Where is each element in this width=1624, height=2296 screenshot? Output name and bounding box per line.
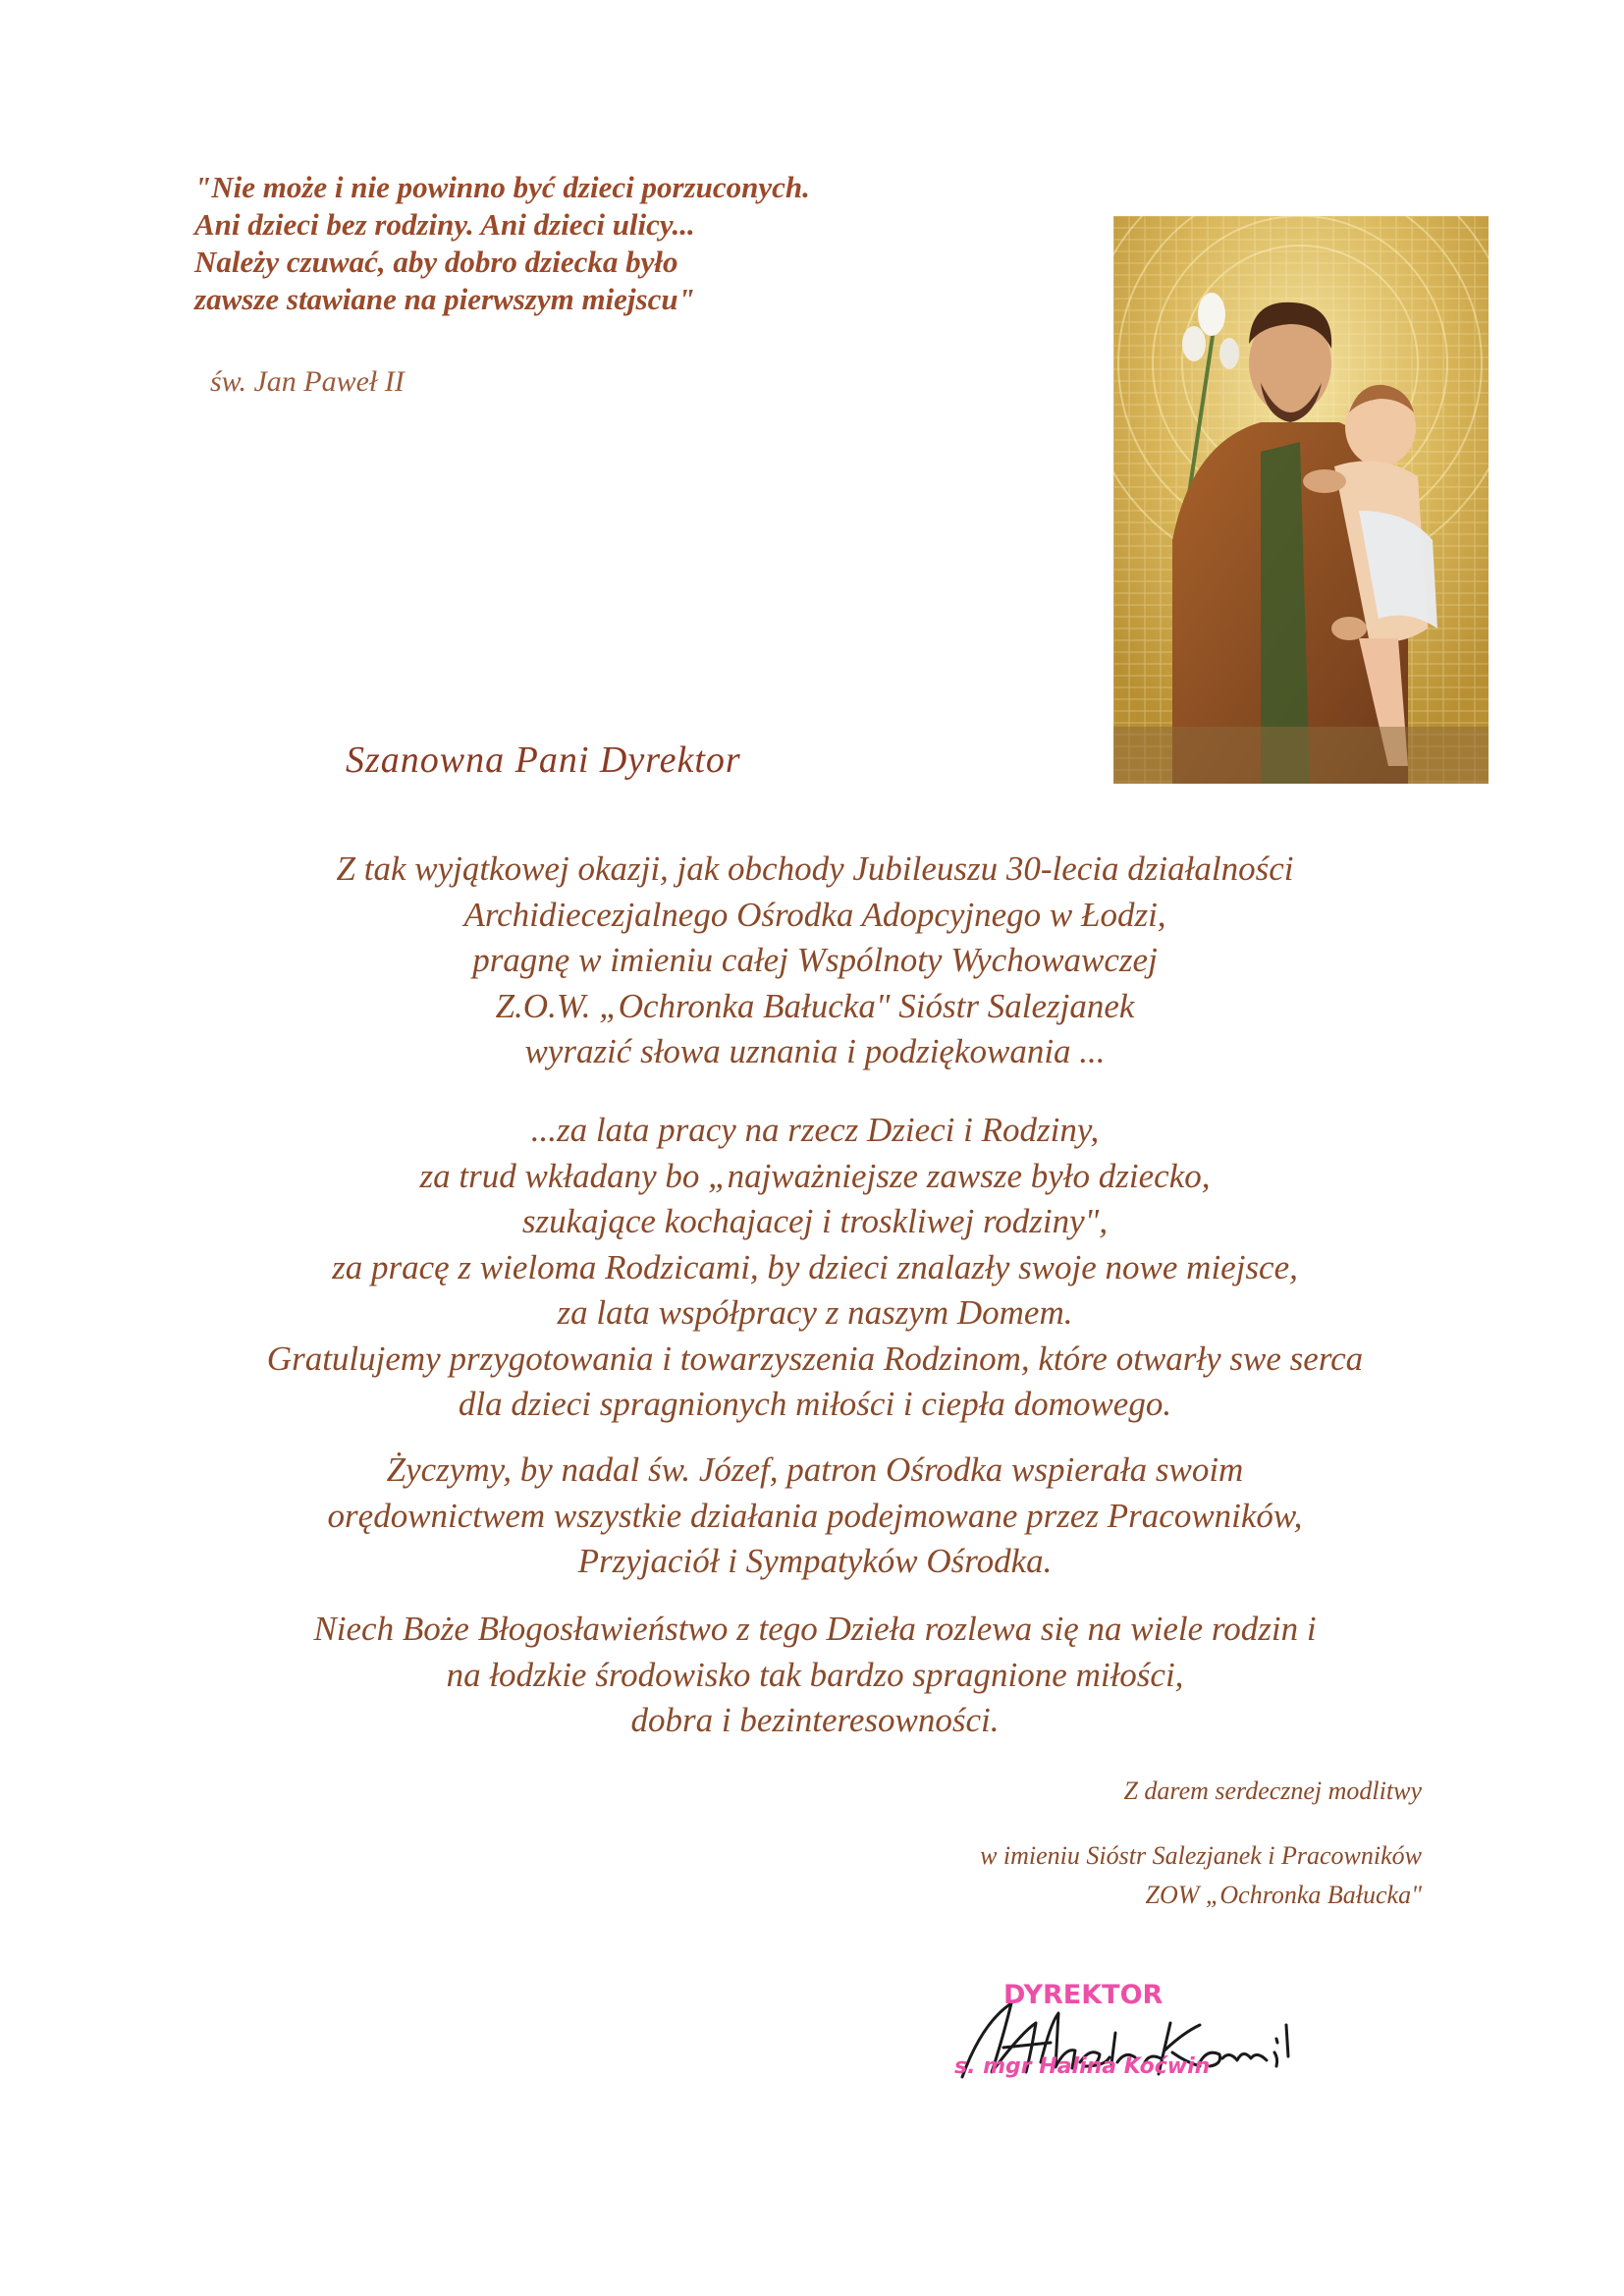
body-line: pragnę w imieniu całej Wspólnoty Wychowawczej xyxy=(472,941,1158,979)
paragraph-3 xyxy=(157,1448,1473,1585)
stamp-name: s. mgr Halina Koćwin xyxy=(954,2054,1211,2079)
saint-joseph-mosaic-image xyxy=(1113,216,1489,784)
salutation-heading: Szanowna Pani Dyrektor xyxy=(346,739,741,781)
closing-line: ZOW „Ochronka Bałucka" xyxy=(1145,1881,1422,1909)
paragraph-4 xyxy=(157,1607,1473,1744)
quote-line: Należy czuwać, aby dobro dziecka było xyxy=(194,245,678,279)
body-line: orędownictwem wszystkie działania podejmowane przez Pracowników, xyxy=(327,1496,1303,1535)
body-line: za trud wkładany bo „najważniejsze zawsze było dziecko, xyxy=(419,1156,1211,1195)
body-line: za pracę z wieloma Rodzicami, by dzieci znalazły swoje nowe miejsce, xyxy=(332,1247,1298,1286)
closing-on-behalf xyxy=(980,1836,1422,1915)
stamp-title: DYREKTOR xyxy=(1003,1980,1164,2010)
epigraph-quote xyxy=(194,169,941,318)
quote-line: "Nie może i nie powinno być dzieci porzuconych. xyxy=(194,170,810,204)
body-line: Życzymy, by nadal św. Józef, patron Ośrodka wspierała swoim xyxy=(386,1450,1244,1489)
body-line: dla dzieci spragnionych miłości i ciepła domowego. xyxy=(458,1385,1172,1423)
body-line: Gratulujemy przygotowania i towarzyszenia Rodzinom, które otwarły swe serca xyxy=(266,1339,1364,1378)
body-line: Archidiecezjalnego Ośrodka Adopcyjnego w Łodzi, xyxy=(463,895,1166,934)
body-line: ...za lata pracy na rzecz Dzieci i Rodziny, xyxy=(530,1111,1100,1149)
closing-prayer xyxy=(1123,1772,1422,1811)
paragraph-1 xyxy=(157,847,1473,1075)
body-line: na łodzkie środowisko tak bardzo spragnione miłości, xyxy=(446,1655,1184,1694)
body-line: szukające kochajacej i troskliwej rodziny", xyxy=(521,1202,1109,1240)
body-line: Z.O.W. „Ochronka Bałucka" Sióstr Salezjanek xyxy=(495,986,1135,1025)
closing-line: Z darem serdecznej modlitwy xyxy=(1123,1777,1422,1805)
body-line: Z tak wyjątkowej okazji, jak obchody Jubileuszu 30-lecia działalności xyxy=(336,849,1294,888)
quote-line: zawsze stawiane na pierwszym miejscu" xyxy=(194,282,695,316)
closing-line: w imieniu Sióstr Salezjanek i Pracowników xyxy=(980,1841,1422,1870)
body-line: wyrazić słowa uznania i podziękowania ... xyxy=(524,1032,1106,1070)
body-line: za lata współpracy z naszym Domem. xyxy=(557,1293,1073,1332)
quote-line: Ani dzieci bez rodziny. Ani dzieci ulicy... xyxy=(194,207,695,242)
body-line: Przyjaciół i Sympatyków Ośrodka. xyxy=(577,1542,1053,1580)
paragraph-2 xyxy=(157,1108,1473,1428)
body-line: dobra i bezinteresowności. xyxy=(630,1701,1000,1739)
quote-author: św. Jan Paweł II xyxy=(210,365,405,398)
body-line: Niech Boże Błogosławieństwo z tego Dzieła rozlewa się na wiele rodzin i xyxy=(313,1610,1317,1648)
